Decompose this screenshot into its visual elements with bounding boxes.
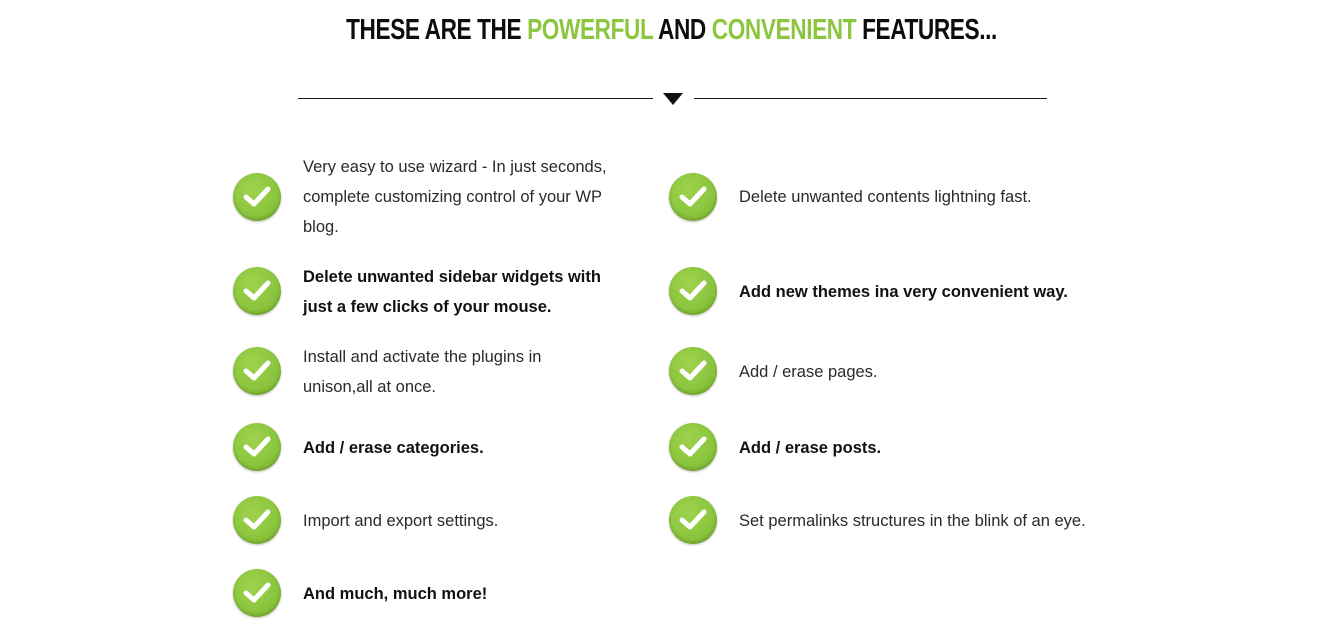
checkmark-icon (233, 267, 281, 315)
feature-item-text: Add / erase categories. (303, 439, 484, 457)
heading-accent-convenient: CONVENIENT (711, 14, 857, 46)
checkmark-icon (669, 496, 717, 544)
feature-item-text: Set permalinks structures in the blink of an eye. (739, 512, 1086, 530)
checkmark-icon (669, 267, 717, 315)
feature-item-text: Import and export settings. (303, 512, 499, 530)
checkmark-icon (669, 347, 717, 395)
checkmark-icon (233, 347, 281, 395)
feature-item-text: Delete unwanted sidebar widgets with just a few clicks of your mouse. (303, 268, 601, 316)
checkmark-icon (233, 423, 281, 471)
divider-line-left (298, 98, 653, 99)
feature-item-text: Add / erase pages. (739, 363, 878, 381)
heading-text-1: THESE ARE THE (346, 14, 528, 46)
feature-item-text: And much, much more! (303, 585, 488, 603)
feature-item-text: Add new themes ina very convenient way. (739, 283, 1068, 301)
feature-item-text: Install and activate the plugins in unison,all at once. (303, 348, 542, 396)
checkmark-icon (669, 423, 717, 471)
checkmark-icon (669, 173, 717, 221)
checkmark-icon (233, 569, 281, 617)
checkmark-icon (233, 496, 281, 544)
heading-text-3: FEATURES... (856, 14, 997, 46)
triangle-down-icon (663, 93, 683, 105)
checkmark-icon (233, 173, 281, 221)
heading-accent-powerful: POWERFUL (527, 14, 653, 46)
feature-item-text: Delete unwanted contents lightning fast. (739, 188, 1032, 206)
feature-item-text: Add / erase posts. (739, 439, 882, 457)
heading-text-2: AND (652, 14, 712, 46)
section-heading (148, 14, 1196, 47)
divider-line-right (694, 98, 1047, 99)
feature-item-text: Very easy to use wizard - In just seconds, complete customizing control of your WP blog. (303, 158, 607, 236)
heading-divider (298, 90, 1048, 108)
